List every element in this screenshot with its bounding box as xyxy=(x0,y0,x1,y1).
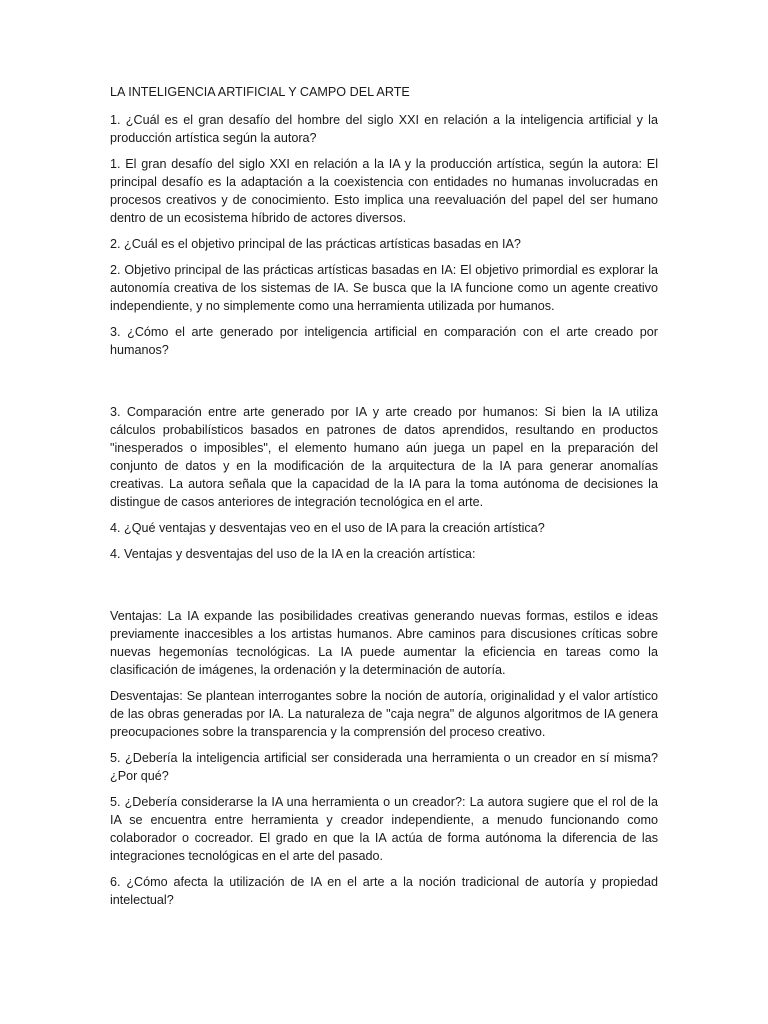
answer-4-heading: 4. Ventajas y desventajas del uso de la IA en la creación artística: xyxy=(110,547,476,561)
answer-4-desventajas: Desventajas: Se plantean interrogantes sobre la noción de autoría, originalidad y el valor artístico de las obras generadas por IA. La naturaleza de "caja negra" de algunos algoritmos de IA genera preocupaciones sobre la transparencia y la comprensión del proceso creativo. xyxy=(110,689,658,739)
answer-3: 3. Comparación entre arte generado por IA y arte creado por humanos: Si bien la IA utiliza cálculos probabilísticos basados en patrones de datos aprendidos, resultando en productos "inesperados o imposibles", el elemento humano aún juega un papel en la preparación del conjunto de datos y en la modificación de la arquitectura de la IA para generar anomalías creativas. La autora señala que la capacidad de la IA para la toma autónoma de decisiones la distingue de casos anteriores de integración tecnológica en el arte. xyxy=(110,405,658,509)
question-3: 3. ¿Cómo el arte generado por inteligencia artificial en comparación con el arte creado por humanos? xyxy=(110,325,658,357)
answer-2: 2. Objetivo principal de las prácticas artísticas basadas en IA: El objetivo primordial es explorar la autonomía creativa de los sistemas de IA. Se busca que la IA funcione como un agente creativo independiente, y no simplemente como una herramienta utilizada por humanos. xyxy=(110,263,658,313)
question-4: 4. ¿Qué ventajas y desventajas veo en el uso de IA para la creación artística? xyxy=(110,521,545,535)
question-6: 6. ¿Cómo afecta la utilización de IA en el arte a la noción tradicional de autoría y propiedad intelectual? xyxy=(110,875,658,907)
question-5: 5. ¿Debería la inteligencia artificial ser considerada una herramienta o un creador en sí misma? ¿Por qué? xyxy=(110,751,658,783)
document-title: LA INTELIGENCIA ARTIFICIAL Y CAMPO DEL ARTE xyxy=(110,85,410,99)
answer-4-ventajas: Ventajas: La IA expande las posibilidades creativas generando nuevas formas, estilos e ideas previamente inaccesibles a los artistas humanos. Abre caminos para discusiones críticas sobre nuevas hegemonías tecnológicas. La IA puede aumentar la eficiencia en tareas como la clasificación de imágenes, la ordenación y la determinación de autoría. xyxy=(110,609,658,677)
question-2: 2. ¿Cuál es el objetivo principal de las prácticas artísticas basadas en IA? xyxy=(110,237,521,251)
question-1: 1. ¿Cuál es el gran desafío del hombre del siglo XXI en relación a la inteligencia artificial y la producción artística según la autora? xyxy=(110,113,658,145)
answer-5: 5. ¿Debería considerarse la IA una herramienta o un creador?: La autora sugiere que el rol de la IA se encuentra entre herramienta y creador independiente, a menudo funcionando como colaborador o cocreador. El grado en que la IA actúa de forma autónoma la diferencia de las integraciones tecnológicas en el arte del pasado. xyxy=(110,795,658,863)
answer-1: 1. El gran desafío del siglo XXI en relación a la IA y la producción artística, según la autora: El principal desafío es la adaptación a la coexistencia con entidades no humanas involucradas en procesos creativos y de conocimiento. Esto implica una reevaluación del papel del ser humano dentro de un ecosistema híbrido de actores diversos. xyxy=(110,157,658,225)
document-body xyxy=(110,83,658,917)
